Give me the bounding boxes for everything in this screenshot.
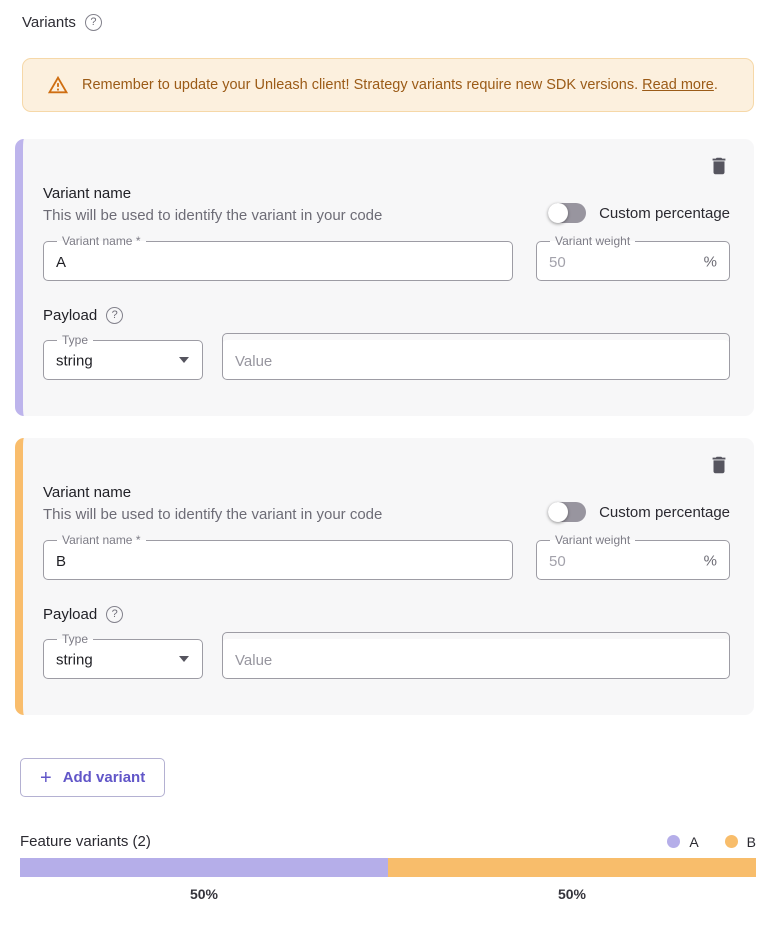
feature-variants-summary (20, 833, 756, 902)
variant-name-description: This will be used to identify the variant in your code (43, 506, 383, 523)
toggle-thumb (548, 502, 568, 522)
warning-text: Remember to update your Unleash client! Strategy variants require new SDK versions. Read more. (82, 77, 718, 93)
legend-item-b (725, 834, 756, 850)
variant-weight-field-label: Variant weight (555, 533, 631, 547)
custom-percentage-label: Custom percentage (599, 204, 730, 222)
trash-icon (708, 454, 730, 476)
variant-weight-field-label: Variant weight (555, 234, 631, 248)
warning-triangle-icon (47, 74, 69, 96)
legend-item-a (667, 834, 698, 850)
page-header (22, 14, 754, 31)
chevron-down-icon (179, 656, 189, 662)
variant-name-field-label: Variant name * (62, 234, 141, 248)
summary-title: Feature variants (2) (20, 833, 151, 850)
variant-name-field (43, 533, 513, 580)
custom-percentage-row (548, 502, 730, 523)
payload-value-field (222, 340, 730, 380)
delete-variant-button[interactable] (708, 454, 730, 480)
page-title: Variants (22, 14, 76, 31)
variant-name-input[interactable] (43, 241, 513, 281)
read-more-link[interactable]: Read more (642, 77, 714, 93)
variant-name-heading: Variant name (43, 484, 132, 501)
weight-distribution-bar (20, 858, 756, 877)
percent-adornment: % (703, 253, 717, 271)
legend-label-b: B (746, 833, 756, 850)
payload-type-select[interactable] (43, 333, 203, 380)
percent-adornment: % (703, 552, 717, 570)
variant-name-field (43, 234, 513, 281)
delete-variant-button[interactable] (708, 155, 730, 181)
custom-percentage-toggle[interactable] (548, 203, 586, 223)
custom-percentage-toggle[interactable] (548, 502, 586, 522)
variant-name-input[interactable] (43, 540, 513, 580)
payload-type-select[interactable] (43, 632, 203, 679)
payload-type-label: Type (62, 333, 89, 347)
legend-dot-a (667, 835, 680, 848)
variant-name-field-label: Variant name * (62, 533, 141, 547)
payload-heading: Payload (43, 307, 98, 324)
plus-icon: + (40, 766, 52, 789)
payload-value-input[interactable] (222, 340, 730, 380)
payload-help-icon[interactable]: ? (106, 606, 123, 623)
payload-heading: Payload (43, 606, 98, 623)
add-variant-label: Add variant (62, 769, 146, 786)
legend-label-a: A (689, 833, 699, 850)
payload-help-icon[interactable]: ? (106, 307, 123, 324)
variants-help-icon[interactable]: ? (85, 14, 102, 31)
variant-weight-input[interactable] (536, 241, 730, 281)
variant-card-b (15, 438, 754, 715)
bar-segment-b (388, 858, 756, 877)
chevron-down-icon (179, 357, 189, 363)
variant-card-a (15, 139, 754, 416)
payload-type-value: string (56, 352, 93, 370)
variant-weight-field (536, 533, 730, 580)
legend (667, 834, 756, 850)
trash-icon (708, 155, 730, 177)
custom-percentage-row (548, 203, 730, 224)
payload-value-field (222, 639, 730, 679)
variant-weight-field (536, 234, 730, 281)
bar-segment-a (20, 858, 388, 877)
payload-value-input[interactable] (222, 639, 730, 679)
payload-type-value: string (56, 651, 93, 669)
variant-name-description: This will be used to identify the variant in your code (43, 207, 383, 224)
sdk-warning-banner (22, 58, 754, 112)
add-variant-button[interactable] (20, 758, 165, 797)
variant-name-header (43, 185, 382, 224)
payload-type-label: Type (62, 632, 89, 646)
variant-name-heading: Variant name (43, 185, 132, 202)
variant-weight-input[interactable] (536, 540, 730, 580)
variant-name-header (43, 484, 382, 523)
bar-label-a: 50% (189, 886, 219, 902)
bar-label-b: 50% (557, 886, 587, 902)
card-actions (43, 454, 730, 480)
legend-dot-b (725, 835, 738, 848)
card-actions (43, 155, 730, 181)
custom-percentage-label: Custom percentage (599, 503, 730, 521)
bar-labels (20, 886, 756, 902)
toggle-thumb (548, 203, 568, 223)
